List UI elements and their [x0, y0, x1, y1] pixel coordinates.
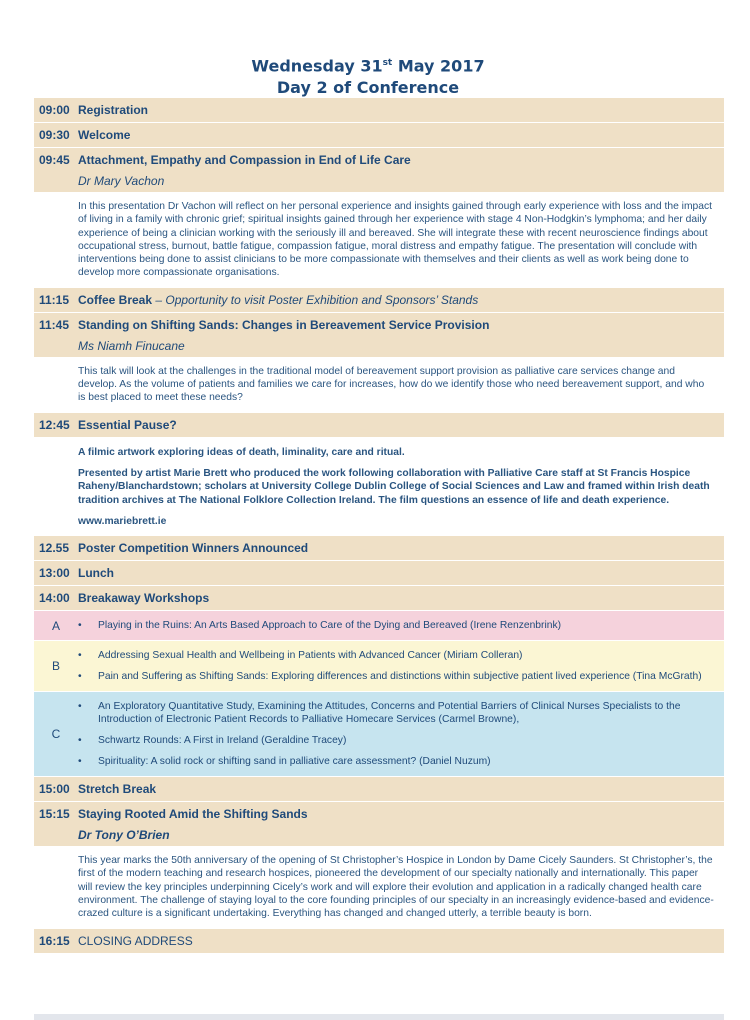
- workshop-item: • Playing in the Ruins: An Arts Based Approach to Care of the Dying and Bereaved (Irene Renzenbrink): [78, 620, 562, 632]
- workshop-group-a: [34, 611, 724, 641]
- essential-line2: Presented by artist Marie Brett who produced the work following collaboration with Palliative Care staff at St Francis Hospice Raheny/Blanchardstown; scholars at University College Dublin College of Social Sciences and Law and framed within Irish death tradition archives at The National Folklore Collection Ireland. The film questions an essence of life and death experience.: [78, 467, 710, 506]
- speaker-name: Ms Niamh Finucane: [78, 338, 185, 353]
- session-title: CLOSING ADDRESS: [78, 933, 193, 948]
- schedule-row-closing: [34, 929, 724, 954]
- workshop-item: • An Exploratory Quantitative Study, Examining the Attitudes, Concerns and Potential Barriers of Clinical Nurses Specialists to the Introduction of Electronic Patient Records to Palliative Homecare Services (Carmel Browne),: [78, 701, 681, 726]
- page-title: [0, 52, 736, 99]
- schedule-row-session1: [34, 148, 724, 192]
- session-title: Lunch: [78, 566, 114, 581]
- session-title: Coffee Break – Opportunity to visit Poster Exhibition and Sponsors’ Stands: [78, 292, 479, 307]
- essential-line1: A filmic artwork exploring ideas of death, liminality, care and ritual.: [78, 446, 405, 458]
- time-cell: 11:15: [39, 292, 70, 307]
- schedule-row-session3: [34, 802, 724, 846]
- schedule-row-lunch: [34, 561, 724, 586]
- time-cell: 09:30: [39, 128, 70, 142]
- title-day: Day 2 of Conference: [276, 78, 460, 98]
- session-title: Staying Rooted Amid the Shifting Sands: [78, 807, 308, 822]
- schedule-row-stretch: [34, 777, 724, 802]
- session-title: Registration: [78, 103, 149, 117]
- session-title: Stretch Break: [78, 782, 157, 797]
- workshop-item: • Spirituality: A solid rock or shifting sand in palliative care assessment? (Daniel Nuzum): [78, 756, 491, 768]
- schedule-table: [34, 98, 724, 954]
- workshop-group-b: [34, 641, 724, 692]
- essential-description: [34, 438, 724, 536]
- workshop-letter: C: [51, 727, 61, 742]
- time-cell: 13:00: [39, 566, 70, 581]
- session-description: In this presentation Dr Vachon will reflect on her personal experience and insights gained through early experience with loss and the impact of living in a family with chronic grief; spiritual insights gained through her experience with stage 4 Non-Hodgkin’s lymphoma; and her daily experience of being a clinician working with the seriously ill and bereaved. She will integrate these with recent neuroscience findings about occupational stress, burnout, battle fatigue, compassion fatigue, moral distress and empathy fatigue. The presentation will conclude with interventions being done to assist clinicians to be more compassionate with themselves and their clients as well as work being done to develop more compassionate organisations.: [78, 201, 713, 279]
- schedule-row-welcome: [34, 123, 724, 148]
- workshop-item: • Pain and Suffering as Shifting Sands: Exploring differences and distinctions within subjective patient lived experience (Tina McGrath): [78, 671, 702, 683]
- time-cell: 12.55: [39, 541, 70, 556]
- session-description: This year marks the 50th anniversary of the opening of St Christopher’s Hospice in London by Dame Cicely Saunders. St Christopher’s, the first of the modern teaching and research hospices, pioneered the development of our specialty nationally and internationally. This paper will review the key principles underpinning Cicely’s work and will explore their evolution and application in a radically changed health care environment. The challenge of staying loyal to the core founding principles of our specialty in an increasingly evidence-based and evidence-crazed culture is a significant undertaking. Everything has changed and changed utterly, a terrible beauty is born.: [78, 855, 714, 920]
- time-cell: 11:45: [39, 317, 70, 332]
- time-cell: 14:00: [39, 591, 70, 606]
- schedule-row-coffee: [34, 288, 724, 313]
- session-title: Essential Pause?: [78, 417, 177, 432]
- time-cell: 15:00: [39, 782, 70, 797]
- time-cell: 09:00: [39, 103, 70, 117]
- workshop-item: • Addressing Sexual Health and Wellbeing in Patients with Advanced Cancer (Miriam Colleran): [78, 650, 523, 662]
- speaker-name: Dr Mary Vachon: [78, 174, 165, 188]
- session-title: Welcome: [78, 128, 131, 142]
- session-title: Standing on Shifting Sands: Changes in Bereavement Service Provision: [78, 317, 490, 332]
- session-title: Attachment, Empathy and Compassion in End of Life Care: [78, 153, 411, 167]
- workshop-letter: B: [51, 659, 60, 674]
- schedule-row-session2: [34, 313, 724, 357]
- schedule-row-registration: [34, 98, 724, 123]
- essential-link[interactable]: www.mariebrett.ie: [78, 515, 167, 527]
- time-cell: 15:15: [39, 807, 70, 822]
- workshop-letter: A: [51, 618, 60, 633]
- session-title: Poster Competition Winners Announced: [78, 541, 309, 556]
- workshop-item: • Schwartz Rounds: A First in Ireland (Geraldine Tracey): [78, 735, 347, 747]
- speaker-name: Dr Tony O’Brien: [78, 828, 170, 843]
- schedule-row-poster: [34, 536, 724, 561]
- time-cell: 09:45: [39, 153, 70, 167]
- time-cell: 16:15: [39, 933, 70, 948]
- session-description: This talk will look at the challenges in the traditional model of bereavement support provision as palliative care services change and develop. As the volume of patients and families we care for increases, how do we identify those who need bereavement support, and who is best placed to meet these needs?: [78, 365, 705, 404]
- time-cell: 12:45: [39, 417, 70, 432]
- schedule-row-essential: [34, 413, 724, 438]
- schedule-row-workshops: [34, 586, 724, 611]
- title-date: Wednesday 31st May 2017: [251, 56, 485, 76]
- footer-divider: [34, 1014, 724, 1020]
- workshop-group-c: [34, 692, 724, 777]
- session-title: Breakaway Workshops: [78, 591, 210, 606]
